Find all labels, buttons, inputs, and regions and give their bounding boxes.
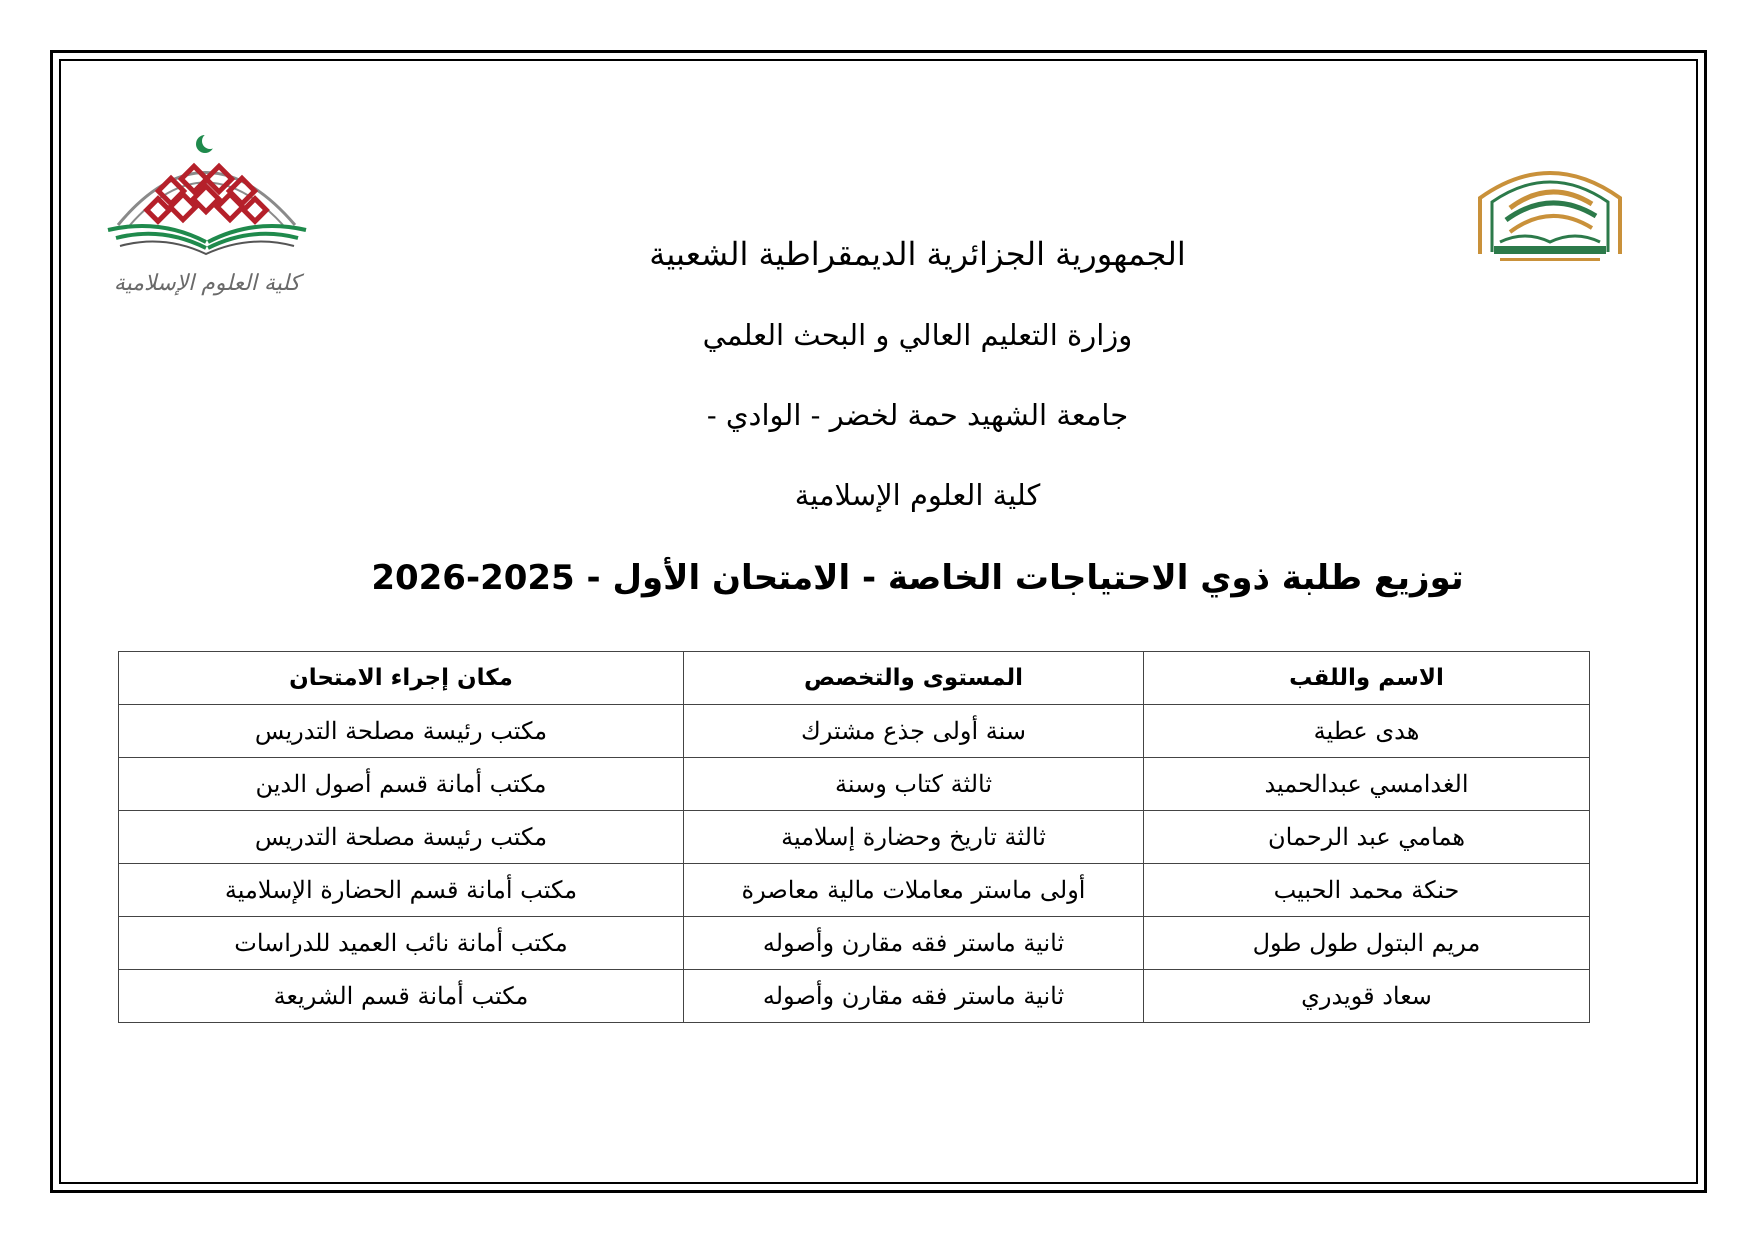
table-row [119,864,1590,917]
column-header-level: المستوى والتخصص [684,652,1144,705]
cell-level: ثالثة كتاب وسنة [684,758,1144,811]
cell-place: مكتب أمانة نائب العميد للدراسات [119,917,684,970]
cell-place: مكتب رئيسة مصلحة التدريس [119,811,684,864]
column-header-name: الاسم واللقب [1144,652,1590,705]
cell-name: همامي عبد الرحمان [1144,811,1590,864]
cell-name: الغدامسي عبدالحميد [1144,758,1590,811]
document-title: توزيع طلبة ذوي الاحتياجات الخاصة - الامتحان الأول - 2025-2026 [371,558,1464,598]
column-header-place: مكان إجراء الامتحان [119,652,684,705]
cell-name: مريم البتول طول طول [1144,917,1590,970]
table-row [119,758,1590,811]
cell-level: سنة أولى جذع مشترك [684,705,1144,758]
faculty-logo-text: كلية العلوم الإسلامية [113,271,301,296]
table-header-row [119,652,1590,705]
table-row [119,705,1590,758]
cell-place: مكتب أمانة قسم أصول الدين [119,758,684,811]
cell-name: حنكة محمد الحبيب [1144,864,1590,917]
header-faculty: كلية العلوم الإسلامية [794,478,1041,512]
cell-level: أولى ماستر معاملات مالية معاصرة [684,864,1144,917]
distribution-table [118,651,1590,1023]
cell-name: هدى عطية [1144,705,1590,758]
cell-place: مكتب رئيسة مصلحة التدريس [119,705,684,758]
faculty-logo [100,130,315,300]
cell-level: ثانية ماستر فقه مقارن وأصوله [684,970,1144,1023]
table-row [119,917,1590,970]
cell-place: مكتب أمانة قسم الحضارة الإسلامية [119,864,684,917]
cell-level: ثانية ماستر فقه مقارن وأصوله [684,917,1144,970]
table-row [119,970,1590,1023]
cell-place: مكتب أمانة قسم الشريعة [119,970,684,1023]
cell-name: سعاد قويدري [1144,970,1590,1023]
cell-level: ثالثة تاريخ وحضارة إسلامية [684,811,1144,864]
table-row [119,811,1590,864]
header-republic: الجمهورية الجزائرية الديمقراطية الشعبية [649,235,1186,273]
header-university: جامعة الشهيد حمة لخضر - الوادي - [706,398,1129,432]
header-ministry: وزارة التعليم العالي و البحث العلمي [702,318,1133,352]
